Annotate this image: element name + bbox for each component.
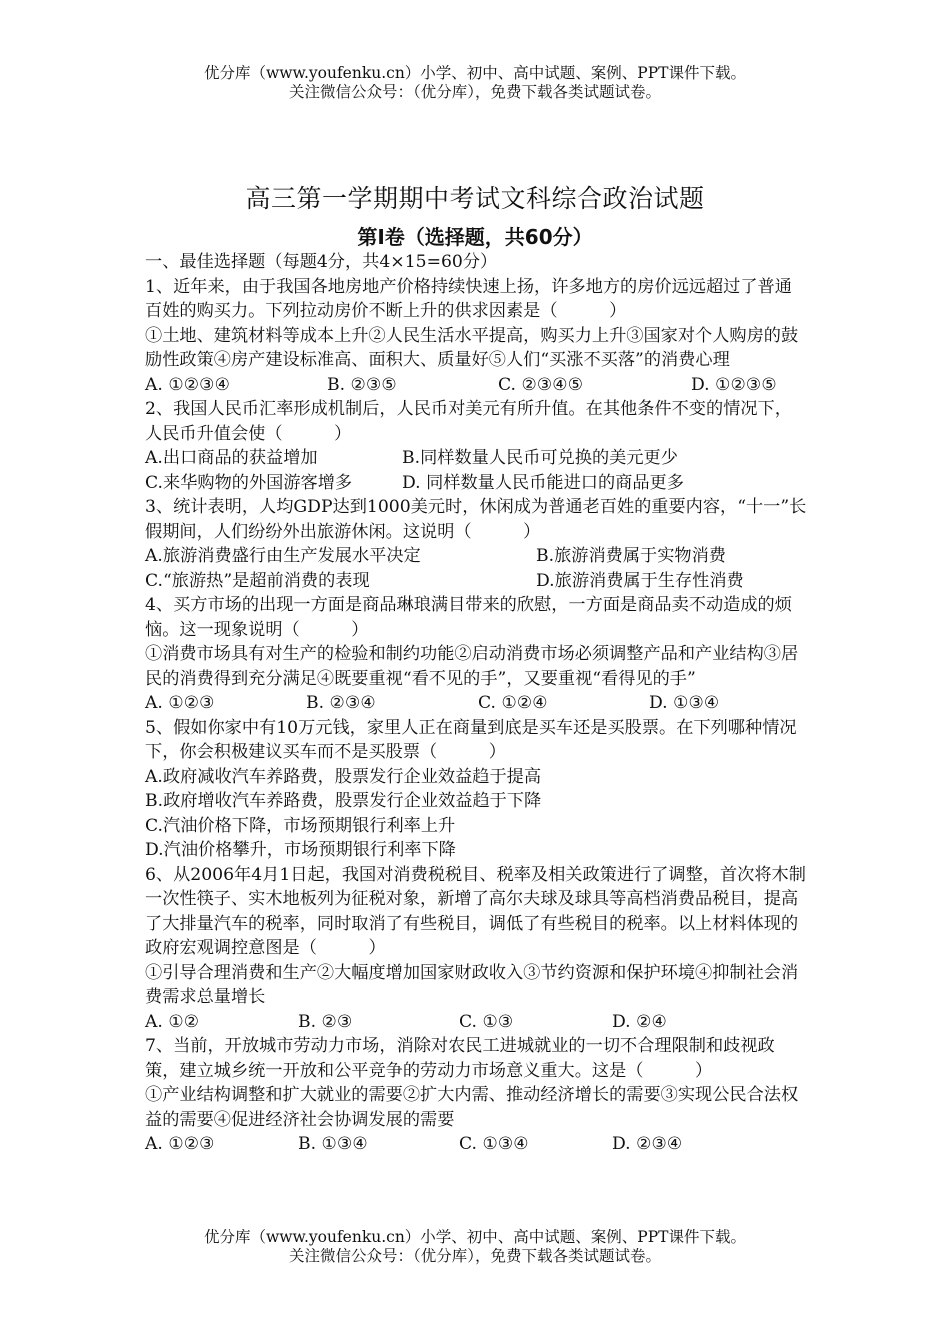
option-b: B. ②③: [298, 1011, 353, 1032]
option-c: C. ①③: [459, 1011, 514, 1032]
question-7-items: ①产业结构调整和扩大就业的需要②扩大内需、推动经济增长的需要③实现公民合法权益的需要④促进经济社会协调发展的需要: [145, 1085, 799, 1130]
option-d: D.旅游消费属于生存性消费: [536, 570, 744, 591]
question-4-options: [145, 691, 808, 716]
question-7-options: [145, 1132, 808, 1157]
page-header: [0, 64, 950, 102]
question-5-stem: 5、假如你家中有10万元钱，家里人正在商量到底是买车还是买股票。在下列哪种情况下，你会积极建议买车而不是买股票（ ）: [145, 717, 797, 762]
question-4-items: ①消费市场具有对生产的检验和制约功能②启动消费市场必须调整产品和产业结构③居民的消费得到充分满足④既要重视“看不见的手”，又要重视“看得见的手”: [145, 644, 799, 689]
option-a: A.旅游消费盛行由生产发展水平决定: [145, 546, 421, 566]
option-c: C. ②③④⑤: [498, 374, 584, 395]
footer-line-1: 优分库（www.youfenku.cn）小学、初中、高中试题、案例、PPT课件下载。: [203, 1228, 747, 1246]
question-1-items: ①土地、建筑材料等成本上升②人民生活水平提高，购买力上升③国家对个人购房的鼓励性政策④房产建设标准高、面积大、质量好⑤人们“买涨不买落”的消费心理: [145, 325, 799, 370]
option-b: B.同样数量人民币可兑换的美元更少: [402, 448, 678, 468]
question-1-stem: 1、近年来，由于我国各地房地产价格持续快速上扬，许多地方的房价远远超过了普通百姓的购买力。下列拉动房价不断上升的供求因素是（ ）: [145, 276, 792, 321]
option-a: A.出口商品的获益增加: [145, 448, 318, 468]
question-1-options: [145, 373, 808, 398]
option-c: C.来华购物的外国游客增多: [145, 472, 353, 493]
page-title: 高三第一学期期中考试文科综合政治试题: [245, 184, 705, 213]
option-d: D. ②④: [612, 1011, 667, 1032]
option-c: C.“旅游热”是超前消费的表现: [145, 570, 370, 591]
option-a: A. ①②③④: [145, 374, 230, 395]
question-2-options-row-1: [145, 446, 808, 471]
option-b: B. ②③⑤: [327, 374, 397, 395]
question-4-stem: 4、买方市场的出现一方面是商品琳琅满目带来的欣慰，一方面是商品卖不动造成的烦恼。这一现象说明（ ）: [145, 595, 792, 640]
question-3-options-row-1: [145, 544, 808, 569]
header-line-1: 优分库（www.youfenku.cn）小学、初中、高中试题、案例、PPT课件下载。: [203, 64, 747, 82]
option-c: C.汽油价格下降，市场预期银行利率上升: [145, 815, 456, 836]
question-list: [145, 250, 808, 1157]
page-footer: [0, 1228, 950, 1266]
option-d: D. 同样数量人民币能进口的商品更多: [402, 472, 684, 493]
option-c: C. ①③④: [459, 1134, 529, 1154]
header-line-2: 关注微信公众号：（优分库），免费下载各类试题试卷。: [288, 83, 661, 101]
option-c: C. ①②④: [478, 693, 548, 713]
question-6-options: [145, 1010, 808, 1035]
option-b: B. ②③④: [306, 693, 376, 713]
option-d: D. ①②③⑤: [691, 374, 777, 395]
question-2-options-row-2: [145, 471, 808, 496]
question-6-stem: 6、从2006年4月1日起，我国对消费税税目、税率及相关政策进行了调整，首次将木制一次性筷子、实木地板列为征税对象，新增了高尔夫球及球具等高档消费品税目，提高了大排量汽车的税率，同时取消了有些税目，调低了有些税目的税率。以上材料体现的政府宏观调控意图是（ ）: [145, 864, 806, 958]
option-b: B.旅游消费属于实物消费: [536, 546, 726, 566]
question-2-stem: 2、我国人民币汇率形成机制后，人民币对美元有所升值。在其他条件不变的情况下，人民币升值会使（ ）: [145, 399, 792, 444]
option-b: B. ①③④: [298, 1134, 368, 1154]
section-heading: 一、最佳选择题（每题4分，共4×15=60分）: [145, 252, 498, 272]
section-subtitle: 第Ⅰ卷（选择题，共60分）: [357, 225, 593, 249]
option-a: A.政府减收汽车养路费，股票发行企业效益趋于提高: [145, 766, 542, 787]
question-6-items: ①引导合理消费和生产②大幅度增加国家财政收入③节约资源和保护环境④抑制社会消费需求总量增长: [145, 962, 799, 1007]
option-d: D. ②③④: [612, 1134, 683, 1154]
option-d: D. ①③④: [649, 693, 720, 713]
option-a: A. ①②: [145, 1011, 200, 1032]
option-a: A. ①②③: [145, 1134, 215, 1154]
footer-line-2: 关注微信公众号：（优分库），免费下载各类试题试卷。: [288, 1247, 661, 1265]
option-d: D.汽油价格攀升，市场预期银行利率下降: [145, 840, 456, 860]
question-7-stem: 7、当前，开放城市劳动力市场，消除对农民工进城就业的一切不合理限制和歧视政策，建立城乡统一开放和公平竞争的劳动力市场意义重大。这是（ ）: [145, 1036, 775, 1081]
option-b: B.政府增收汽车养路费，股票发行企业效益趋于下降: [145, 791, 542, 811]
question-3-stem: 3、统计表明，人均GDP达到1000美元时，休闲成为普通老百姓的重要内容，“十一”长假期间，人们纷纷外出旅游休闲。这说明（ ）: [145, 497, 807, 542]
question-3-options-row-2: [145, 569, 808, 594]
option-a: A. ①②③: [145, 693, 215, 713]
